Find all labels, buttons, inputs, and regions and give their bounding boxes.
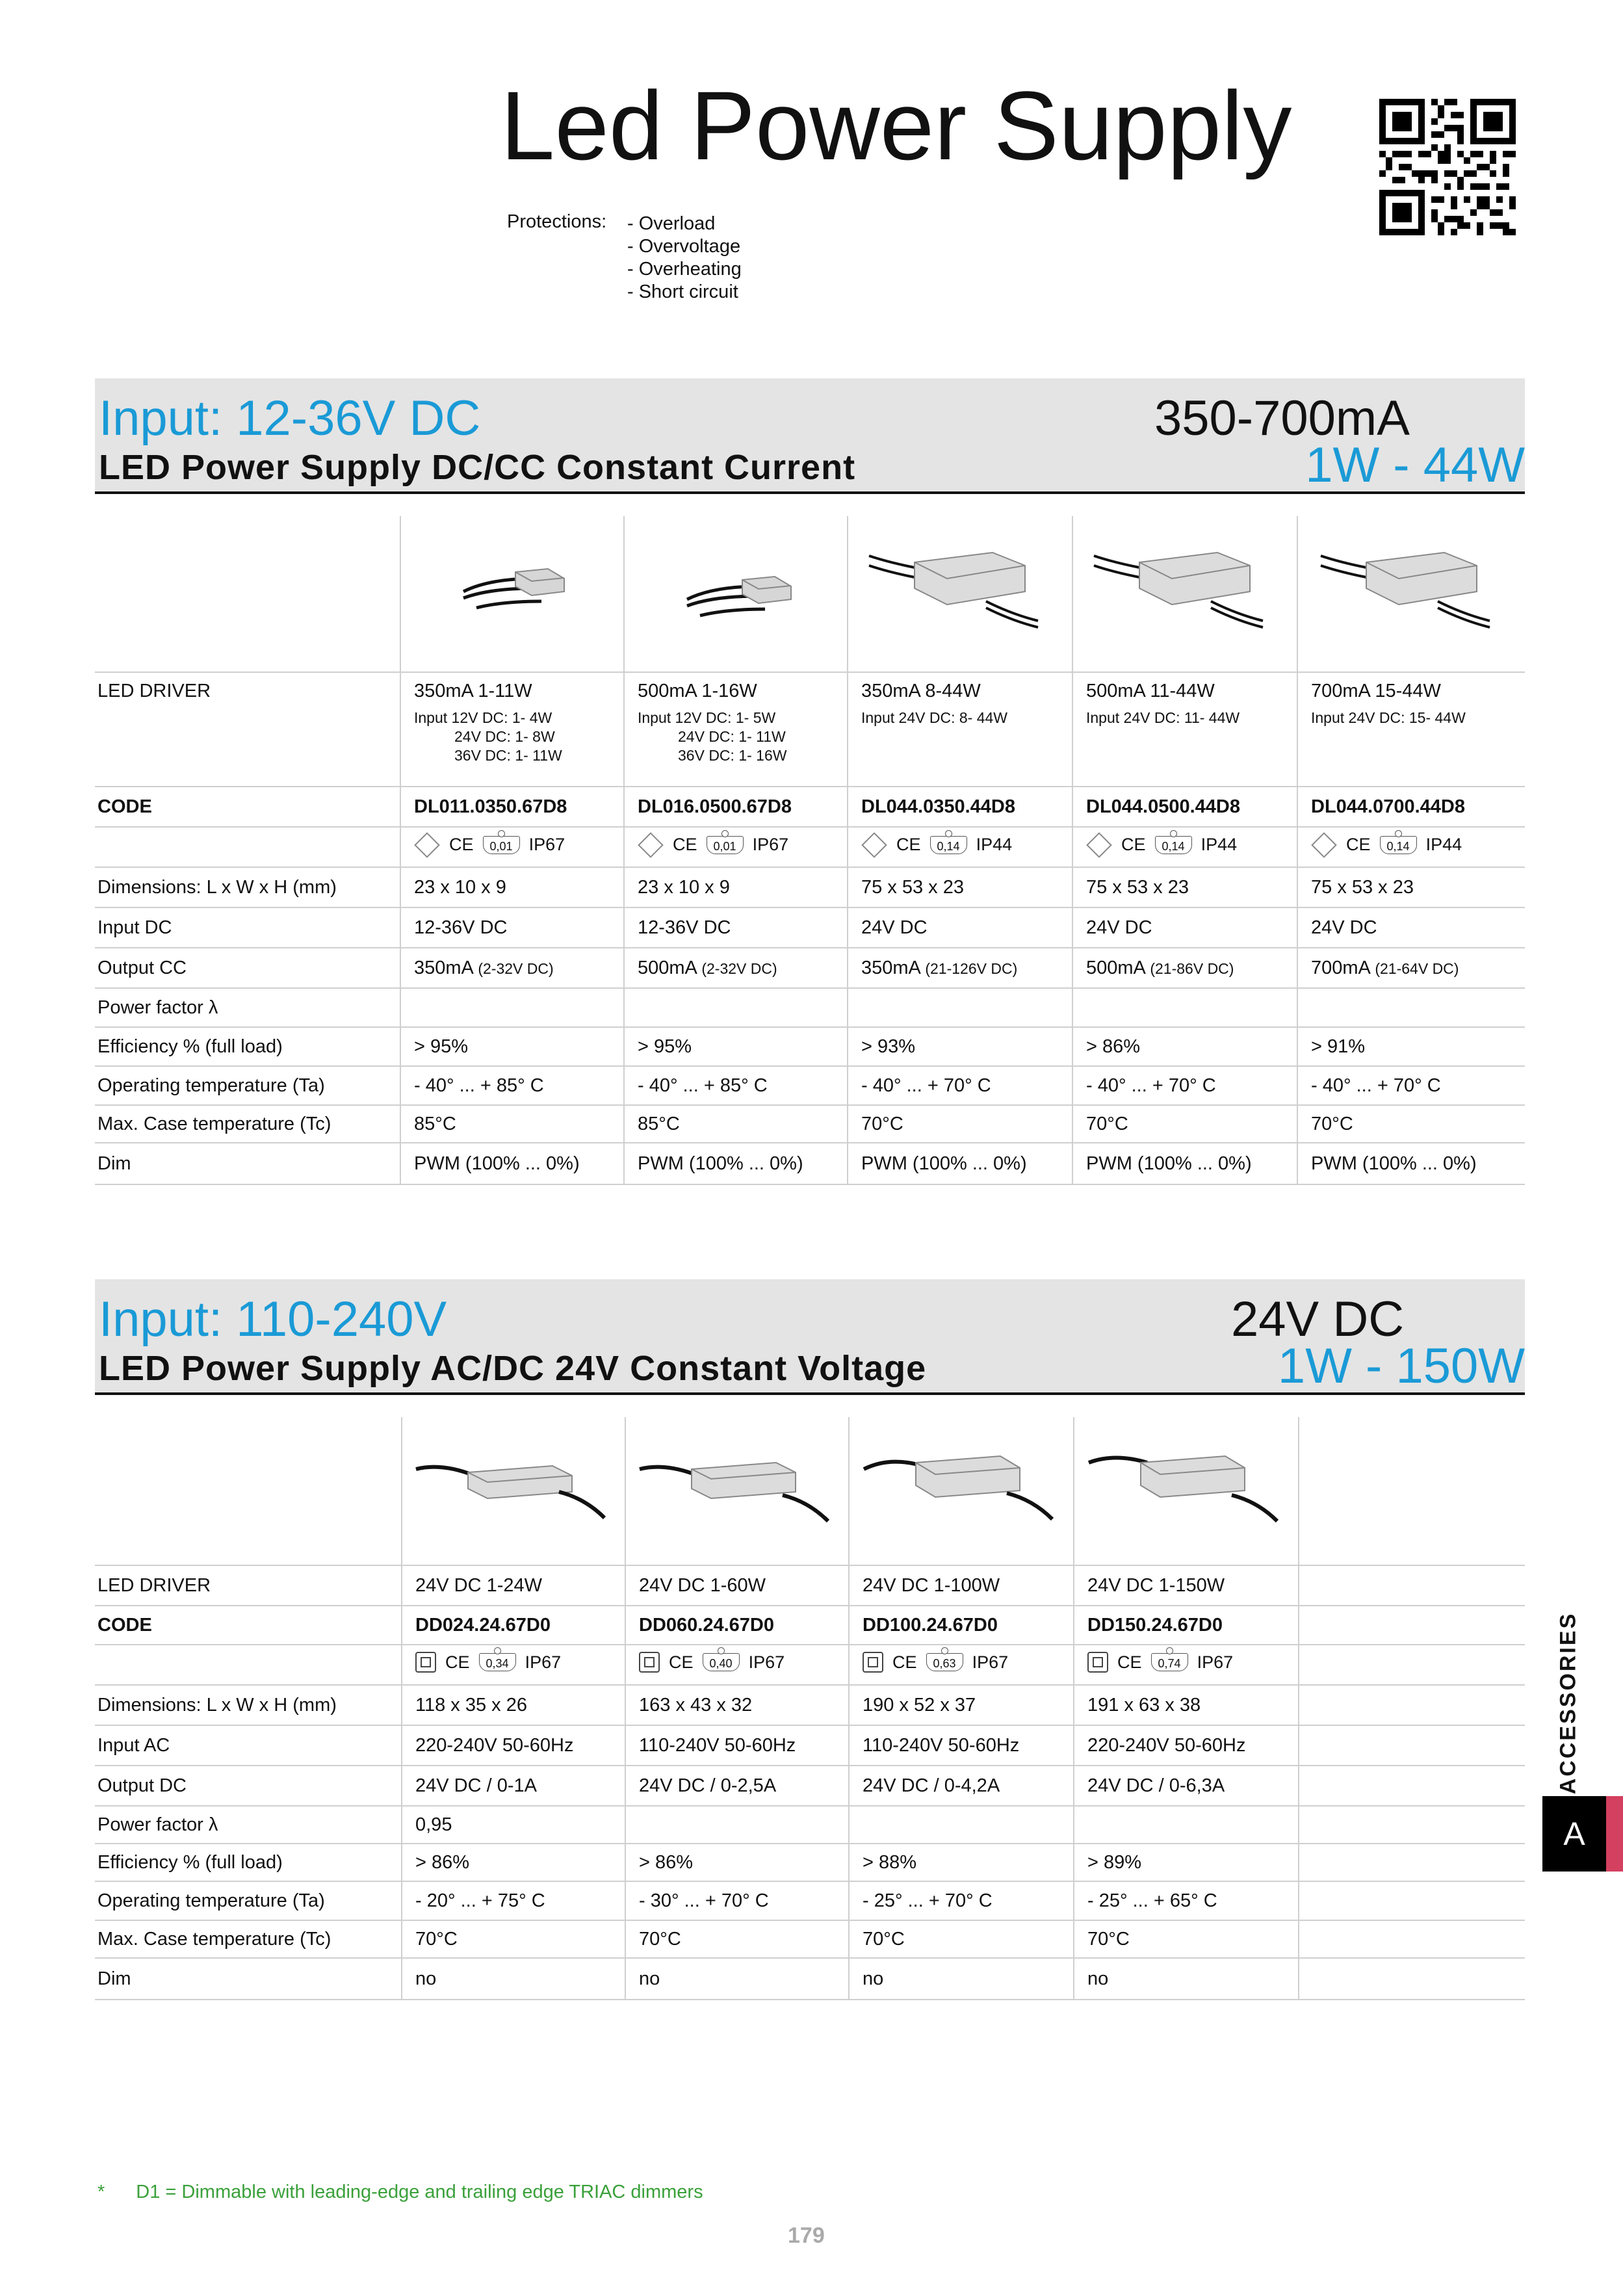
efficiency-badge: 0,14 (930, 836, 967, 854)
product-image (400, 516, 624, 672)
table-row (95, 787, 1525, 827)
product-code: DL044.0350.44D8 (848, 787, 1072, 827)
row-label: Operating temperature (Ta) (95, 1066, 400, 1105)
product-code: DL011.0350.67D8 (400, 787, 624, 827)
protections-label: Protections: (507, 211, 607, 232)
certification-cell: CE 0,74 IP67 (1074, 1645, 1299, 1685)
table-cell: 24V DC (848, 907, 1072, 948)
table-cell: 75 x 53 x 23 (1297, 867, 1525, 907)
table-cell: - 40° ... + 85° C (624, 1066, 848, 1105)
table-cell: 70°C (1297, 1105, 1525, 1143)
table-cell: 24V DC 1-100W (849, 1565, 1074, 1606)
table-row (95, 1844, 1525, 1881)
table-row (95, 907, 1525, 948)
class-iii-icon (414, 832, 440, 858)
certification-cell: CE 0,14 IP44 (1072, 827, 1297, 867)
row-label: Power factor λ (95, 1806, 402, 1844)
table-cell: 24V DC / 0-1A (402, 1766, 625, 1806)
table-cell: 75 x 53 x 23 (1072, 867, 1297, 907)
certification-cell: CE 0,40 IP67 (625, 1645, 849, 1685)
table-cell: > 86% (625, 1844, 849, 1881)
section2-voltage: 24V DC (1231, 1292, 1405, 1347)
row-label: Power factor λ (95, 988, 400, 1027)
row-label: Dimensions: L x W x H (mm) (95, 867, 400, 907)
product-image (1072, 516, 1297, 672)
product-code: DD150.24.67D0 (1074, 1606, 1299, 1645)
table-row (95, 1027, 1525, 1066)
category-label: ACCESSORIES (1555, 1611, 1581, 1795)
class-iii-icon (1086, 832, 1112, 858)
certification-cell: CE 0,01 IP67 (400, 827, 624, 867)
product-code: DD100.24.67D0 (849, 1606, 1074, 1645)
certification-cell: CE 0,63 IP67 (849, 1645, 1074, 1685)
page-title: Led Power Supply (500, 71, 1292, 180)
table-cell: > 86% (402, 1844, 625, 1881)
row-label: Output CC (95, 948, 400, 988)
table-cell: PWM (100% ... 0%) (400, 1143, 624, 1184)
certification-cell: CE 0,34 IP67 (402, 1645, 625, 1685)
table-row (95, 672, 1525, 787)
table-cell: 85°C (624, 1105, 848, 1143)
table-cell: 70°C (402, 1920, 625, 1958)
section2-spec-table (95, 1417, 1525, 2000)
section1-power-range: 1W - 44W (1305, 437, 1525, 493)
row-label: Dim (95, 1143, 400, 1184)
protection-item: - Overload (627, 213, 716, 234)
efficiency-badge: 0,01 (483, 836, 520, 854)
section1-input: Input: 12-36V DC (99, 391, 481, 446)
table-cell: no (625, 1958, 849, 2000)
table-cell: 110-240V 50-60Hz (625, 1725, 849, 1766)
table-cell: 12-36V DC (624, 907, 848, 948)
table-cell: 350mA 8-44W Input 24V DC: 8- 44W (848, 672, 1072, 787)
table-row (95, 827, 1525, 867)
protection-item: - Overheating (627, 259, 742, 280)
certification-cell: CE 0,01 IP67 (624, 827, 848, 867)
efficiency-badge: 0,40 (703, 1653, 740, 1671)
table-cell: 110-240V 50-60Hz (849, 1725, 1074, 1766)
table-cell: - 40° ... + 70° C (1072, 1066, 1297, 1105)
table-cell: - 40° ... + 70° C (848, 1066, 1072, 1105)
table-row (95, 1645, 1525, 1685)
section-tab[interactable]: A (1542, 1796, 1606, 1872)
row-label: CODE (95, 1606, 402, 1645)
product-code: DL044.0700.44D8 (1297, 787, 1525, 827)
row-label: LED DRIVER (95, 1565, 402, 1606)
product-code: DD024.24.67D0 (402, 1606, 625, 1645)
section-tab-accent (1606, 1796, 1623, 1872)
table-cell: 24V DC (1072, 907, 1297, 948)
table-row (95, 988, 1525, 1027)
product-image (1074, 1417, 1299, 1565)
product-image-row (95, 516, 1525, 672)
efficiency-badge: 0,63 (926, 1653, 963, 1671)
row-label: Input DC (95, 907, 400, 948)
efficiency-badge: 0,14 (1155, 836, 1192, 854)
table-cell: - 40° ... + 70° C (1297, 1066, 1525, 1105)
protections-list (627, 213, 742, 304)
table-row (95, 1958, 1525, 2000)
section2-subtitle: LED Power Supply AC/DC 24V Constant Voltage (99, 1349, 927, 1388)
page-number: 179 (788, 2223, 825, 2248)
class-ii-icon (415, 1652, 436, 1673)
product-image (849, 1417, 1074, 1565)
efficiency-badge: 0,74 (1151, 1653, 1188, 1671)
row-label: Max. Case temperature (Tc) (95, 1105, 400, 1143)
table-cell: > 89% (1074, 1844, 1299, 1881)
table-cell: > 91% (1297, 1027, 1525, 1066)
table-cell: 24V DC (1297, 907, 1525, 948)
certification-cell: CE 0,14 IP44 (848, 827, 1072, 867)
protection-item: - Overvoltage (627, 236, 741, 257)
table-cell: 70°C (849, 1920, 1074, 1958)
table-cell: 24V DC / 0-6,3A (1074, 1766, 1299, 1806)
table-cell: 24V DC / 0-2,5A (625, 1766, 849, 1806)
protection-item: - Short circuit (627, 281, 738, 302)
product-image (1297, 516, 1525, 672)
row-label: Operating temperature (Ta) (95, 1881, 402, 1920)
qr-code-icon (1379, 99, 1516, 235)
certification-cell: CE 0,14 IP44 (1297, 827, 1525, 867)
table-cell: 190 x 52 x 37 (849, 1685, 1074, 1725)
table-cell: 350mA 1-11W Input 12V DC: 1- 4W 24V DC: 1- 8W 36V DC: 1- 11W (400, 672, 624, 787)
product-image (624, 516, 848, 672)
row-label: Output DC (95, 1766, 402, 1806)
section1-subtitle: LED Power Supply DC/CC Constant Current (99, 448, 856, 487)
efficiency-badge: 0,14 (1380, 836, 1417, 854)
row-label: Efficiency % (full load) (95, 1027, 400, 1066)
efficiency-badge: 0,01 (707, 836, 744, 854)
table-cell: 12-36V DC (400, 907, 624, 948)
table-cell: 500mA 1-16W Input 12V DC: 1- 5W 24V DC: 1- 11W 36V DC: 1- 16W (624, 672, 848, 787)
table-cell: 70°C (1072, 1105, 1297, 1143)
section1-band (95, 378, 1525, 494)
table-cell: 191 x 63 x 38 (1074, 1685, 1299, 1725)
product-code: DL016.0500.67D8 (624, 787, 848, 827)
table-cell: > 93% (848, 1027, 1072, 1066)
table-cell: 75 x 53 x 23 (848, 867, 1072, 907)
table-row (95, 1920, 1525, 1958)
table-row (95, 1606, 1525, 1645)
table-cell: 118 x 35 x 26 (402, 1685, 625, 1725)
table-cell: 85°C (400, 1105, 624, 1143)
class-ii-icon (639, 1652, 660, 1673)
row-label: Dimensions: L x W x H (mm) (95, 1685, 402, 1725)
table-cell: 24V DC 1-24W (402, 1565, 625, 1606)
table-cell: 23 x 10 x 9 (400, 867, 624, 907)
table-cell: PWM (100% ... 0%) (1297, 1143, 1525, 1184)
table-cell: PWM (100% ... 0%) (848, 1143, 1072, 1184)
table-row (95, 1806, 1525, 1844)
table-row (95, 1725, 1525, 1766)
table-row (95, 948, 1525, 988)
product-image (625, 1417, 849, 1565)
table-row (95, 1685, 1525, 1725)
section2-power-range: 1W - 150W (1277, 1338, 1525, 1394)
table-row (95, 867, 1525, 907)
class-ii-icon (863, 1652, 883, 1673)
table-cell: > 88% (849, 1844, 1074, 1881)
table-cell: 24V DC / 0-4,2A (849, 1766, 1074, 1806)
efficiency-badge: 0,34 (479, 1653, 516, 1671)
table-cell: 70°C (848, 1105, 1072, 1143)
table-cell: 0,95 (402, 1806, 625, 1844)
table-cell: - 40° ... + 85° C (400, 1066, 624, 1105)
row-label: Efficiency % (full load) (95, 1844, 402, 1881)
table-row (95, 1105, 1525, 1143)
table-cell: no (849, 1958, 1074, 2000)
row-label: Dim (95, 1958, 402, 2000)
table-cell: PWM (100% ... 0%) (624, 1143, 848, 1184)
table-cell: 500mA 11-44W Input 24V DC: 11- 44W (1072, 672, 1297, 787)
section1-spec-table (95, 516, 1525, 1185)
table-cell: - 25° ... + 70° C (849, 1881, 1074, 1920)
table-row (95, 1143, 1525, 1184)
section1-current-range: 350-700mA (1154, 391, 1410, 446)
table-cell: 700mA (21-64V DC) (1297, 948, 1525, 988)
row-label: Input AC (95, 1725, 402, 1766)
table-cell: 70°C (1074, 1920, 1299, 1958)
row-label: CODE (95, 787, 400, 827)
table-cell: 500mA (2-32V DC) (624, 948, 848, 988)
table-cell: > 86% (1072, 1027, 1297, 1066)
table-row (95, 1066, 1525, 1105)
class-iii-icon (638, 832, 664, 858)
section2-band (95, 1279, 1525, 1395)
table-cell: 220-240V 50-60Hz (1074, 1725, 1299, 1766)
class-ii-icon (1087, 1652, 1108, 1673)
table-cell: 700mA 15-44W Input 24V DC: 15- 44W (1297, 672, 1525, 787)
class-iii-icon (1311, 832, 1337, 858)
product-image (848, 516, 1072, 672)
table-cell: PWM (100% ... 0%) (1072, 1143, 1297, 1184)
table-cell: 350mA (2-32V DC) (400, 948, 624, 988)
table-cell: 24V DC 1-150W (1074, 1565, 1299, 1606)
table-cell: 220-240V 50-60Hz (402, 1725, 625, 1766)
product-code: DD060.24.67D0 (625, 1606, 849, 1645)
table-row (95, 1565, 1525, 1606)
row-label: LED DRIVER (95, 672, 400, 787)
table-cell: 70°C (625, 1920, 849, 1958)
table-cell: 23 x 10 x 9 (624, 867, 848, 907)
table-row (95, 1766, 1525, 1806)
table-cell: no (402, 1958, 625, 2000)
row-label: Max. Case temperature (Tc) (95, 1920, 402, 1958)
table-cell: 500mA (21-86V DC) (1072, 948, 1297, 988)
table-cell: - 30° ... + 70° C (625, 1881, 849, 1920)
footnote: * D1 = Dimmable with leading-edge and trailing edge TRIAC dimmers (97, 2182, 703, 2202)
table-cell: - 20° ... + 75° C (402, 1881, 625, 1920)
table-cell: 163 x 43 x 32 (625, 1685, 849, 1725)
table-cell: > 95% (624, 1027, 848, 1066)
class-iii-icon (861, 832, 887, 858)
product-image (402, 1417, 625, 1565)
product-code: DL044.0500.44D8 (1072, 787, 1297, 827)
table-cell: 24V DC 1-60W (625, 1565, 849, 1606)
product-image-row (95, 1417, 1525, 1565)
table-row (95, 1881, 1525, 1920)
table-cell: > 95% (400, 1027, 624, 1066)
table-cell: - 25° ... + 65° C (1074, 1881, 1299, 1920)
section2-input: Input: 110-240V (99, 1292, 447, 1347)
table-cell: no (1074, 1958, 1299, 2000)
table-cell: 350mA (21-126V DC) (848, 948, 1072, 988)
